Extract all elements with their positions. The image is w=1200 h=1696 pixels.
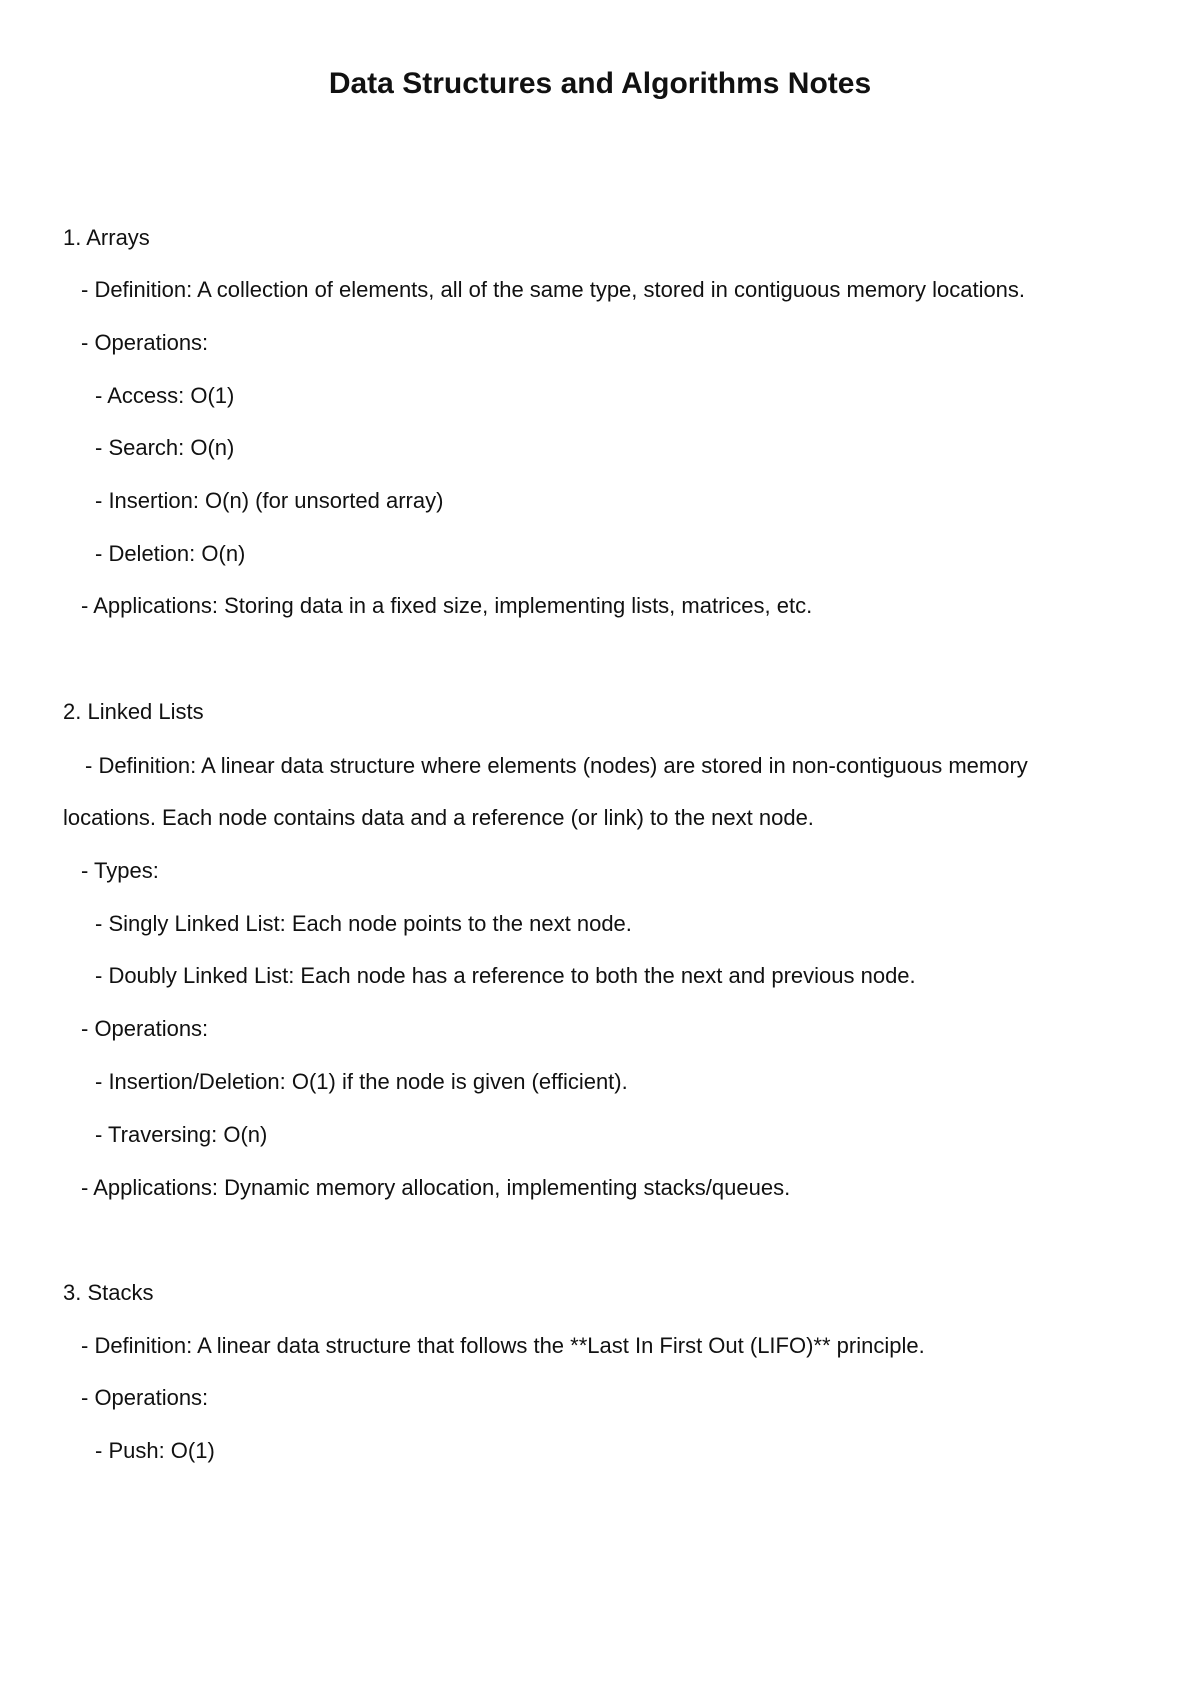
linked-lists-op-traversing: - Traversing: O(n) xyxy=(95,1122,268,1147)
arrays-op-insertion: - Insertion: O(n) (for unsorted array) xyxy=(95,488,444,513)
linked-lists-type-doubly: - Doubly Linked List: Each node has a reference to both the next and previous node. xyxy=(95,963,916,988)
linked-lists-type-singly: - Singly Linked List: Each node points to the next node. xyxy=(95,911,632,936)
stacks-definition: - Definition: A linear data structure that follows the **Last In First Out (LIFO)** principle. xyxy=(81,1333,925,1358)
arrays-op-access: - Access: O(1) xyxy=(95,383,235,408)
linked-lists-applications: - Applications: Dynamic memory allocation, implementing stacks/queues. xyxy=(81,1175,791,1200)
linked-lists-definition: - Definition: A linear data structure where elements (nodes) are stored in non-contiguous memory xyxy=(85,753,1028,778)
linked-lists-types-label: - Types: xyxy=(81,858,159,883)
linked-lists-operations-label: - Operations: xyxy=(81,1016,209,1041)
arrays-op-deletion: - Deletion: O(n) xyxy=(95,541,246,566)
page-title: Data Structures and Algorithms Notes xyxy=(328,67,872,100)
linked-lists-definition-cont: locations. Each node contains data and a reference (or link) to the next node. xyxy=(63,805,814,830)
stacks-operations-label: - Operations: xyxy=(81,1385,209,1410)
arrays-applications: - Applications: Storing data in a fixed size, implementing lists, matrices, etc. xyxy=(81,593,813,618)
arrays-definition: - Definition: A collection of elements, all of the same type, stored in contiguous memory locations. xyxy=(81,277,1026,302)
linked-lists-op-insertion-deletion: - Insertion/Deletion: O(1) if the node is given (efficient). xyxy=(95,1069,628,1094)
section-heading-stacks: 3. Stacks xyxy=(63,1280,154,1305)
arrays-op-search: - Search: O(n) xyxy=(95,435,235,460)
section-heading-linked-lists: 2. Linked Lists xyxy=(63,699,204,724)
section-heading-arrays: 1. Arrays xyxy=(63,225,150,250)
stacks-op-push: - Push: O(1) xyxy=(95,1438,215,1463)
arrays-operations-label: - Operations: xyxy=(81,330,209,355)
